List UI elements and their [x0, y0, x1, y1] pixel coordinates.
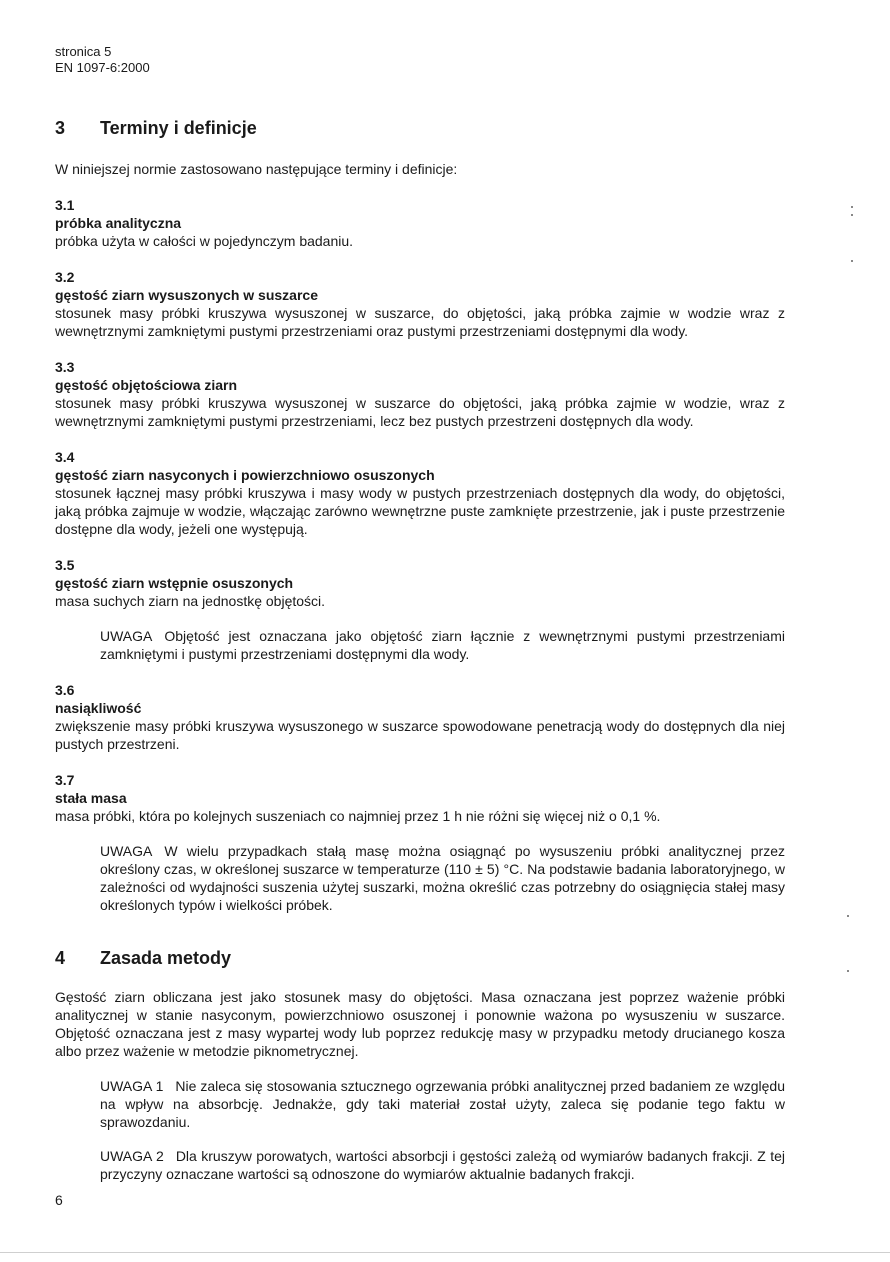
note-label: UWAGA [100, 628, 153, 644]
scan-speck [851, 214, 853, 216]
note-label: UWAGA 2 [100, 1148, 164, 1164]
section-3-intro: W niniejszej normie zastosowano następujące terminy i definicje: [55, 161, 458, 177]
section-number: 3 [55, 118, 66, 138]
scan-speck [847, 970, 849, 972]
section-title: Terminy i definicje [100, 118, 257, 138]
term-note [100, 842, 785, 914]
term-definition: stosunek masy próbki kruszywa wysuszonej w suszarce do objętości, jaką próbka zajmie w wodzie, wraz z wewnętrznymi zamkniętymi pustymi przestrzeniami, lecz bez pustych przestrzeni dostępnych dla wody. [55, 395, 785, 429]
section-number: 4 [55, 948, 66, 968]
section-3-heading [55, 118, 785, 139]
term-3-5 [55, 556, 785, 663]
term-number: 3.1 [55, 197, 75, 213]
term-definition: masa suchych ziarn na jednostkę objętości. [55, 593, 326, 609]
term-3-2 [55, 268, 785, 340]
section-4-note-1 [100, 1077, 785, 1131]
note-text: Nie zaleca się stosowania sztucznego ogrzewania próbki analitycznej przed badaniem ze względu na wpływ na absorbcję. Jednakże, gdy taki materiał został użyty, zaleca się podanie tego faktu w sprawozdaniu. [100, 1078, 785, 1130]
term-name: gęstość ziarn wstępnie osuszonych [55, 575, 294, 591]
section-4-heading [55, 948, 785, 969]
note-text: Objętość jest oznaczana jako objętość ziarn łącznie z wewnętrznymi pustymi przestrzeniami zamkniętymi i pustymi przestrzeniami dostępnymi dla wody. [100, 628, 785, 662]
section-4-body: Gęstość ziarn obliczana jest jako stosunek masy do objętości. Masa oznaczana jest poprzez ważenie próbki analitycznej w stanie nasyconym, powierzchniowo osuszonej i ponownie ważona po wysuszeniu w suszarce. Objętość oznaczana jest z masy wypartej wody lub poprzez redukcję masy w przypadku metody drucianego kosza albo przez ważenie w metodzie piknometrycznej. [55, 989, 785, 1059]
term-definition: masa próbki, która po kolejnych suszeniach co najmniej przez 1 h nie różni się więcej niż o 0,1 %. [55, 808, 661, 824]
term-name: gęstość ziarn nasyconych i powierzchniowo osuszonych [55, 467, 435, 483]
note-label: UWAGA 1 [100, 1078, 164, 1094]
note-text: W wielu przypadkach stałą masę można osiągnąć po wysuszeniu próbki analitycznej przez określony czas, w określonej suszarce w temperaturze (110 ± 5) °C. Na podstawie badania laboratoryjnego, w zależności od wydajności suszenia użytej suszarki, można określić czas potrzebny do osiągnięcia stałej masy określonych typów i wielkości próbek. [100, 843, 785, 913]
document-page [55, 44, 785, 1183]
term-definition: zwiększenie masy próbki kruszywa wysuszonego w suszarce spowodowane penetracją wody do dostępnych dla niej pustych przestrzeni. [55, 718, 785, 752]
term-definition: stosunek masy próbki kruszywa wysuszonej w suszarce, do objętości, jaką próbka zajmie w wodzie wraz z wewnętrznymi zamkniętymi pustymi przestrzeniami oraz pustymi przestrzeniami dostępnymi dla wody. [55, 305, 785, 339]
term-number: 3.3 [55, 359, 75, 375]
term-number: 3.5 [55, 557, 75, 573]
page-label: stronica 5 [55, 44, 112, 59]
term-3-6 [55, 681, 785, 753]
section-4-note-2 [100, 1147, 785, 1183]
term-note [100, 627, 785, 663]
scan-speck [851, 206, 853, 208]
term-number: 3.6 [55, 682, 75, 698]
term-number: 3.7 [55, 772, 75, 788]
scan-bottom-line [0, 1252, 890, 1253]
document-id: EN 1097-6:2000 [55, 60, 150, 75]
term-name: gęstość objętościowa ziarn [55, 377, 238, 393]
scan-speck [851, 260, 853, 262]
note-label: UWAGA [100, 843, 153, 859]
note-text: Dla kruszyw porowatych, wartości absorbcji i gęstości zależą od wymiarów badanych frakcji. Z tej przyczyny oznaczane wartości są odnoszone do wymiarów aktualnie badanych frakcji. [100, 1148, 785, 1182]
term-name: próbka analityczna [55, 215, 182, 231]
term-definition: próbka użyta w całości w pojedynczym badaniu. [55, 233, 354, 249]
term-3-3 [55, 358, 785, 430]
term-name: gęstość ziarn wysuszonych w suszarce [55, 287, 318, 303]
term-3-7 [55, 771, 785, 914]
section-title: Zasada metody [100, 948, 232, 968]
term-3-4 [55, 448, 785, 538]
term-number: 3.4 [55, 449, 75, 465]
term-3-1 [55, 196, 785, 250]
term-number: 3.2 [55, 269, 75, 285]
scan-speck [847, 915, 849, 917]
page-number: 6 [55, 1192, 63, 1208]
term-name: nasiąkliwość [55, 700, 142, 716]
term-name: stała masa [55, 790, 127, 806]
term-definition: stosunek łącznej masy próbki kruszywa i masy wody w pustych przestrzeniach dostępnych dla wody, do objętości, jaką próbka zajmuje w wodzie, włączając zarówno wewnętrzne puste zamknięte przestrzenie, jak i puste przestrzenie dostępne dla wody, jeżeli one występują. [55, 485, 785, 537]
